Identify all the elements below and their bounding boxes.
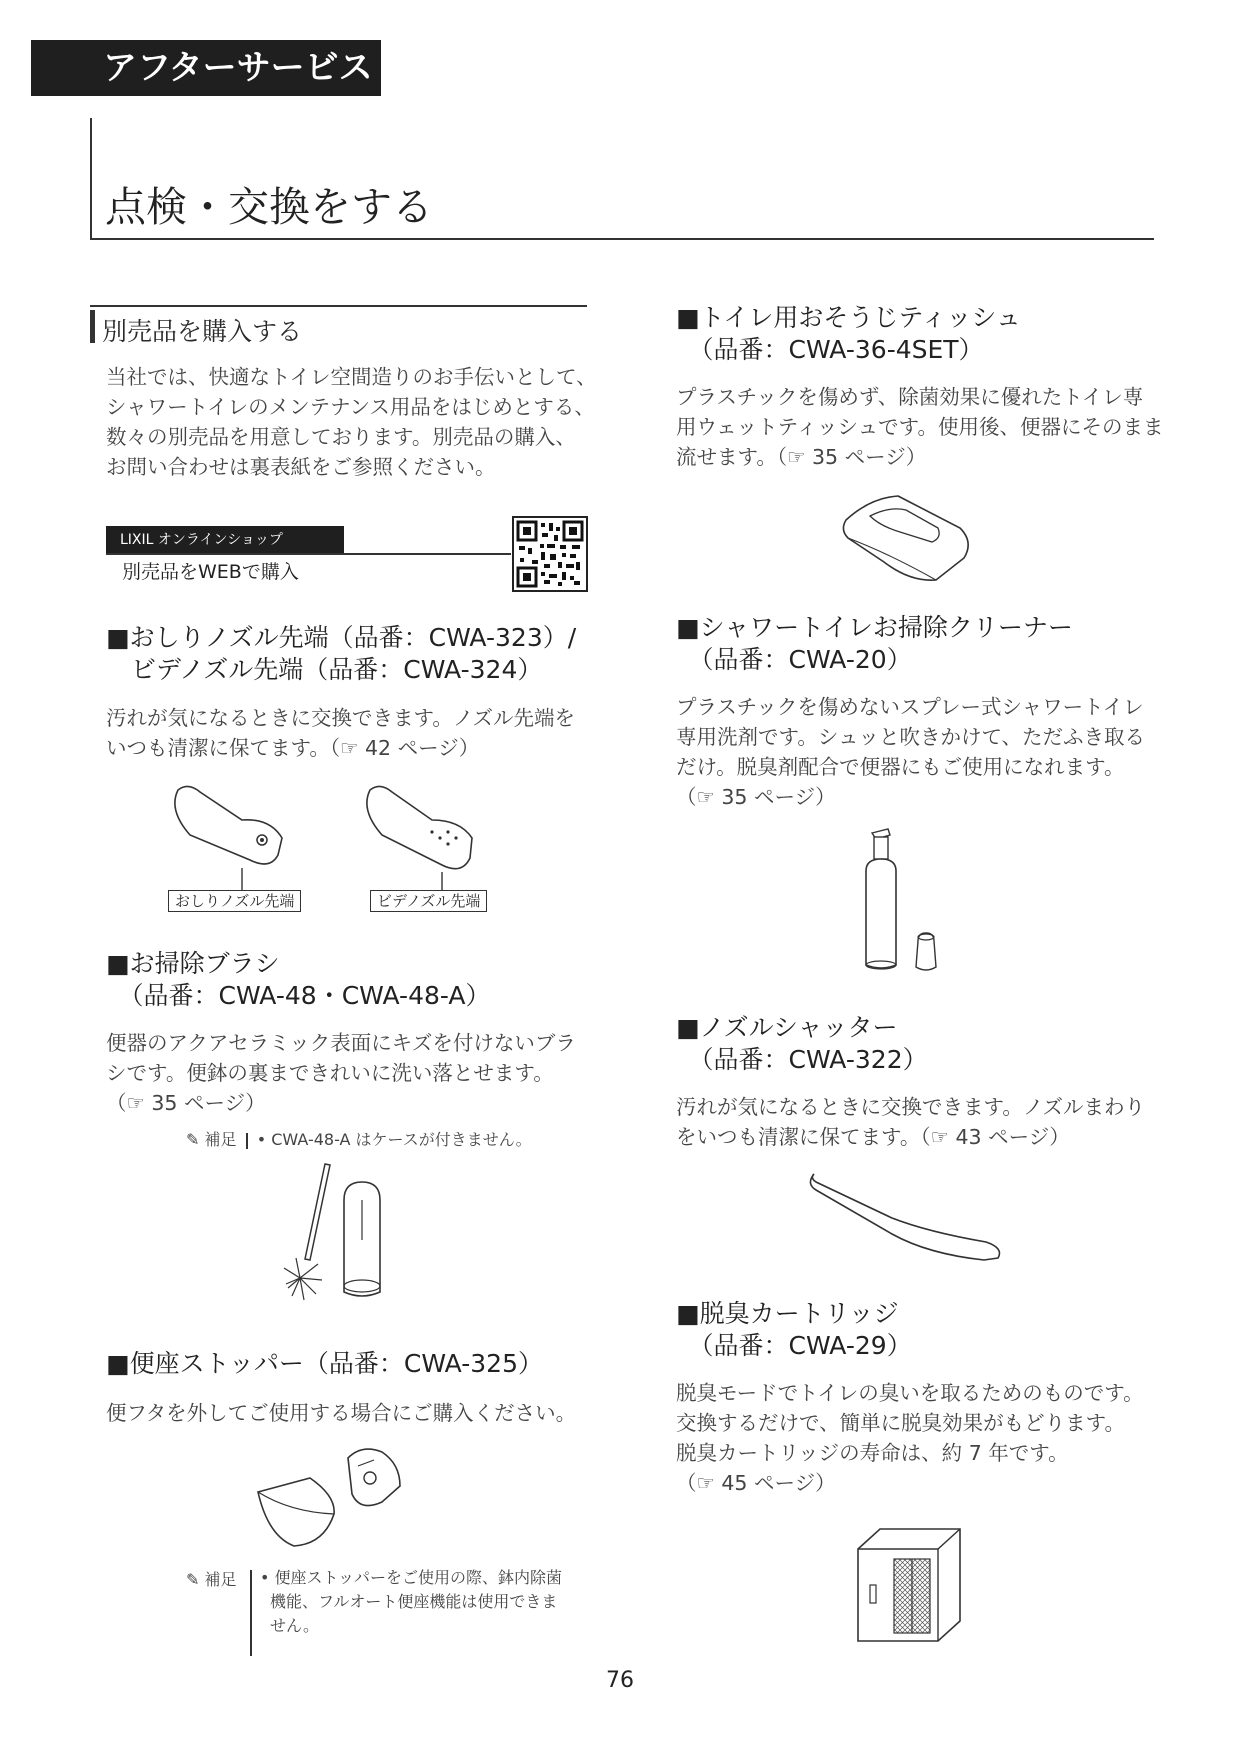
item-heading-tissue (676, 302, 1021, 366)
heading-line: ■便座ストッパー（品番：CWA-325） (106, 1349, 543, 1378)
shop-label: LIXIL オンラインショップ (106, 526, 344, 554)
item-desc-cartridge (676, 1378, 1144, 1498)
nozzle-shutter-illustration (808, 1168, 1008, 1264)
section-marker (90, 310, 95, 343)
section-title: 別売品を購入する (102, 317, 303, 346)
item-desc-nozzle-tip (106, 703, 575, 763)
desc-line: 専用洗剤です。シュッと吹きかけて、ただふき取る (676, 725, 1146, 749)
note-text: • CWA-48-A はケースが付きません。 (256, 1130, 532, 1149)
desc-line: だけ。脱臭剤配合で便器にもご使用になれます。 (676, 755, 1125, 779)
heading-line: ■ノズルシャッター (676, 1013, 898, 1042)
caption-bide-nozzle: ビデノズル先端 (370, 890, 487, 912)
item-desc-tissue (676, 382, 1164, 472)
heading-line: ■トイレ用おそうじティッシュ (676, 303, 1021, 332)
intro-line: 数々の別売品を用意しております。別売品の購入、 (106, 425, 576, 449)
desc-line: プラスチックを傷めないスプレー式シャワートイレ (676, 695, 1144, 719)
section-rule (90, 305, 587, 307)
wet-tissue-illustration (840, 490, 980, 585)
desc-line: プラスチックを傷めず、除菌効果に優れたトイレ専 (676, 385, 1144, 409)
title-rule-vertical (90, 118, 92, 240)
page-title: 点検・交換をする (105, 183, 433, 231)
heading-line: （品番：CWA-29） (676, 1331, 912, 1360)
item-heading-stopper (106, 1348, 543, 1380)
shop-link[interactable]: 別売品をWEBで購入 (122, 561, 299, 583)
intro-text (106, 362, 597, 482)
note-line: せん。 (270, 1616, 319, 1635)
desc-line: 汚れが気になるときに交換できます。ノズル先端を (106, 706, 576, 730)
item-desc-shutter (676, 1092, 1145, 1152)
desc-line: 用ウェットティッシュです。使用後、便器にそのまま (676, 415, 1164, 439)
desc-line: をいつも清潔に保てます。（☞ 43 ページ） (676, 1125, 1070, 1149)
note-divider (250, 1570, 252, 1656)
intro-line: 当社では、快適なトイレ空間造りのお手伝いとして、 (106, 365, 597, 389)
note-label: 補足 (204, 1570, 237, 1589)
heading-line: （品番：CWA-36-4SET） (676, 335, 984, 364)
item-heading-cleaner (676, 612, 1073, 676)
item-desc-brush (106, 1028, 576, 1118)
desc-line: （☞ 35 ページ） (106, 1091, 266, 1115)
desc-line: 脱臭カートリッジの寿命は、約 7 年です。 (676, 1441, 1069, 1465)
note-brush (186, 1128, 532, 1152)
shop-rule (106, 553, 511, 555)
desc-line: 汚れが気になるときに交換できます。ノズルまわり (676, 1095, 1146, 1119)
note-divider (246, 1133, 248, 1149)
heading-line: ■脱臭カートリッジ (676, 1299, 899, 1328)
caption-oshiri-nozzle: おしりノズル先端 (168, 890, 301, 912)
pencil-icon: ✎ (186, 1570, 200, 1589)
heading-line: （品番：CWA-20） (676, 645, 912, 674)
desc-line: シです。便鉢の裏まできれいに洗い落とせます。 (106, 1061, 554, 1085)
page-number: 76 (606, 1668, 634, 1693)
item-heading-cartridge (676, 1298, 912, 1362)
intro-line: シャワートイレのメンテナンス用品をはじめとする、 (106, 395, 595, 419)
title-rule-horizontal (90, 238, 1154, 240)
note-stopper (186, 1568, 237, 1592)
desc-line: 便器のアクアセラミック表面にキズを付けないブラ (106, 1031, 576, 1055)
spray-bottle-illustration (850, 825, 950, 975)
item-heading-shutter (676, 1012, 928, 1076)
heading-line: ■おしりノズル先端（品番：CWA-323）/ (106, 623, 577, 652)
desc-line: 便フタを外してご使用する場合にご購入ください。 (106, 1401, 577, 1425)
desc-line: いつも清潔に保てます。（☞ 42 ページ） (106, 736, 480, 760)
desc-line: 交換するだけで、簡単に脱臭効果がもどります。 (676, 1411, 1125, 1435)
brush-illustration (270, 1160, 410, 1310)
desc-line: （☞ 45 ページ） (676, 1471, 836, 1495)
desc-line: 流せます。（☞ 35 ページ） (676, 445, 927, 469)
item-desc-stopper (106, 1398, 576, 1428)
note-line: 機能、フルオート便座機能は使用できま (270, 1592, 558, 1611)
qr-code-icon[interactable] (512, 516, 588, 592)
item-heading-nozzle-tip (106, 622, 576, 686)
item-heading-brush (106, 948, 490, 1012)
heading-line: ビデノズル先端（品番：CWA-324） (106, 655, 543, 684)
intro-line: お問い合わせは裏表紙をご参照ください。 (106, 455, 496, 479)
desc-line: 脱臭モードでトイレの臭いを取るためのものです。 (676, 1381, 1144, 1405)
item-desc-cleaner (676, 692, 1145, 812)
note-line: • 便座ストッパーをご使用の際、鉢内除菌 (260, 1568, 563, 1587)
heading-line: ■シャワートイレお掃除クリーナー (676, 613, 1073, 642)
note-label: 補足 (204, 1130, 237, 1149)
note-stopper-text (260, 1566, 562, 1638)
desc-line: （☞ 35 ページ） (676, 785, 836, 809)
heading-line: （品番：CWA-48・CWA-48-A） (106, 981, 491, 1010)
deodorizer-cartridge-illustration (850, 1525, 970, 1645)
pencil-icon: ✎ (186, 1130, 200, 1149)
seat-stopper-illustration (250, 1440, 430, 1560)
heading-line: ■お掃除ブラシ (106, 949, 280, 978)
chapter-label: アフターサービス (31, 40, 381, 96)
heading-line: （品番：CWA-322） (676, 1045, 928, 1074)
